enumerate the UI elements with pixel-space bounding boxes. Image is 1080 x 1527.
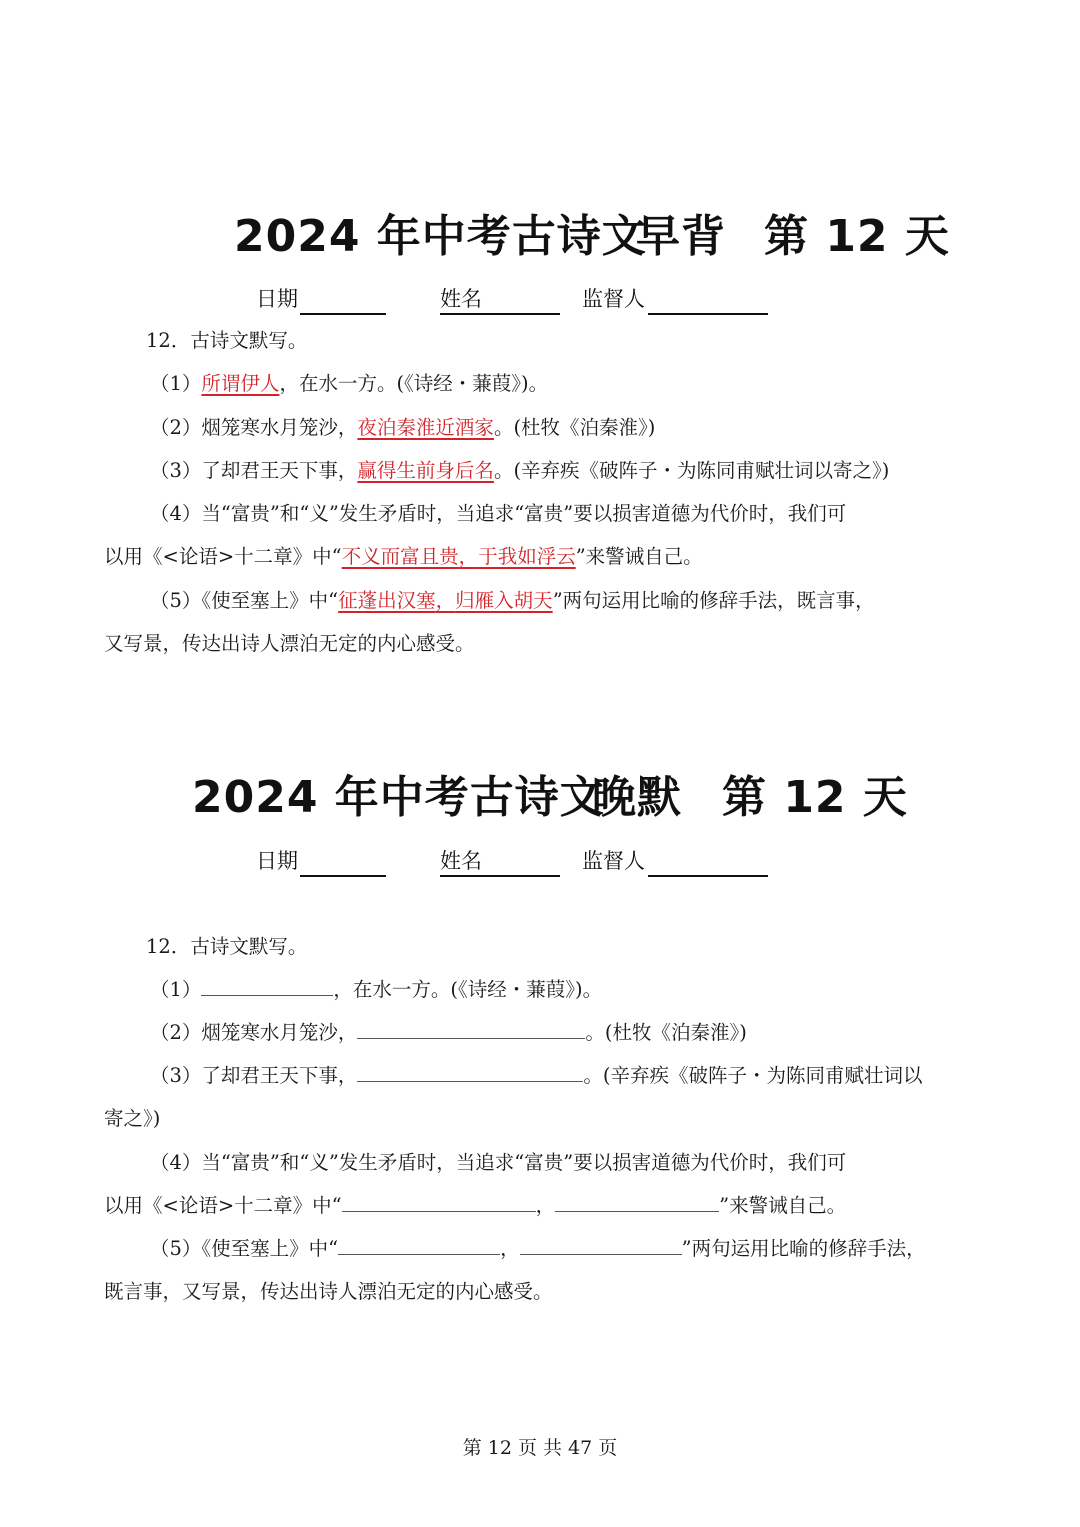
evening-q4-separator: ， [535,1194,556,1217]
morning-name-label: 姓名 [440,287,482,311]
evening-q3-blank[interactable] [357,1061,583,1082]
morning-title-day: 第 12 天 [764,211,950,262]
evening-q2 [150,1018,747,1048]
evening-q1-rest: ，在水一方。(《诗经・蒹葭》)。 [333,978,603,1001]
evening-q4-blank1[interactable] [342,1191,536,1212]
page-footer: 第 12 页 共 47 页 [462,1437,618,1459]
evening-q3-prefix: （3）了却君王天下事， [150,1064,358,1087]
evening-q3-line1 [150,1061,923,1091]
evening-q3-line2: 寄之》) [104,1107,161,1130]
morning-q5-answer2: 归雁入胡天 [455,589,553,612]
evening-name-label: 姓名 [440,849,482,873]
morning-q4-separator: ， [458,545,479,568]
morning-q5-line1 [150,586,875,616]
evening-q4-prefix: 以用《<论语>十二章》中“ [104,1194,342,1217]
evening-q2-prefix: （2）烟笼寒水月笼沙， [150,1021,358,1044]
evening-q3-rest: 。(辛弃疾《破阵子・为陈同甫赋壮词以 [583,1064,923,1087]
evening-q5-line1 [150,1234,926,1264]
morning-q3-prefix: （3）了却君王天下事， [150,459,358,482]
morning-q5-line2: 又写景，传达出诗人漂泊无定的内心感受。 [104,632,475,655]
morning-heading: 12．古诗文默写。 [146,329,308,352]
evening-q2-blank[interactable] [357,1018,585,1039]
morning-supervisor-label: 监督人 [582,287,645,311]
morning-q4-rest: ”来警诫自己。 [575,545,703,568]
morning-q2-rest: 。(杜牧《泊秦淮》) [493,416,656,439]
evening-date-line[interactable] [300,875,386,877]
morning-q4-prefix: 以用《<论语>十二章》中“ [104,545,342,568]
morning-title-main: 2024 年中考古诗文 [234,211,647,262]
evening-title-sub: 晚默 [592,772,682,823]
morning-q5-prefix: （5）《使至塞上》中“ [150,589,339,612]
morning-q2-answer: 夜泊秦淮近酒家 [357,416,494,439]
morning-q5-rest: ”两句运用比喻的修辞手法，既言事， [552,589,875,612]
evening-q1 [150,975,602,1005]
morning-supervisor-line[interactable] [648,313,768,315]
evening-q5-blank1[interactable] [338,1234,500,1255]
morning-q4-answer2: 于我如浮云 [478,545,576,568]
evening-title-day: 第 12 天 [722,772,908,823]
evening-q4-rest: ”来警诫自己。 [719,1194,847,1217]
morning-name-line[interactable] [440,313,560,315]
morning-q3-answer: 赢得生前身后名 [357,459,494,482]
evening-supervisor-label: 监督人 [582,849,645,873]
morning-q2 [150,413,655,443]
evening-q2-rest: 。(杜牧《泊秦淮》) [585,1021,747,1044]
evening-q4-blank2[interactable] [555,1191,719,1212]
morning-q4-line2 [104,542,703,572]
morning-title-sub: 早背 [636,211,726,262]
evening-q5-blank2[interactable] [520,1234,682,1255]
evening-date-label: 日期 [256,849,298,873]
evening-q5-rest: ”两句运用比喻的修辞手法， [681,1237,926,1260]
morning-meta-row [256,284,776,318]
evening-q5-prefix: （5）《使至塞上》中“ [150,1237,339,1260]
evening-meta-row [256,846,776,880]
morning-q1 [150,369,548,399]
evening-name-line[interactable] [440,875,560,877]
evening-q4-line2 [104,1191,846,1221]
morning-q1-rest: ，在水一方。(《诗经・蒹葭》)。 [279,372,549,395]
evening-q4-line1: （4）当“富贵”和“义”发生矛盾时，当追求“富贵”要以损害道德为代价时，我们可 [150,1151,847,1174]
morning-q5-answer1: 征蓬出汉塞 [338,589,436,612]
morning-q4-line1: （4）当“富贵”和“义”发生矛盾时，当追求“富贵”要以损害道德为代价时，我们可 [150,502,847,525]
evening-q1-num: （1） [150,978,202,1001]
morning-date-label: 日期 [256,287,298,311]
morning-q3-rest: 。(辛弃疾《破阵子・为陈同甫赋壮词以寄之》) [493,459,890,482]
morning-q1-answer: 所谓伊人 [201,372,280,395]
morning-q4-answer1: 不义而富且贵 [341,545,459,568]
morning-date-line[interactable] [300,313,386,315]
morning-q5-separator: ， [435,589,456,612]
evening-supervisor-line[interactable] [648,875,768,877]
morning-q3 [150,456,889,486]
evening-q5-separator: ， [500,1237,520,1260]
morning-q1-num: （1） [150,372,202,395]
evening-title-main: 2024 年中考古诗文 [192,772,605,823]
evening-q1-blank[interactable] [201,975,333,996]
evening-q5-line2: 既言事，又写景，传达出诗人漂泊无定的内心感受。 [104,1280,553,1303]
evening-heading: 12．古诗文默写。 [146,935,308,958]
morning-q2-prefix: （2）烟笼寒水月笼沙， [150,416,358,439]
